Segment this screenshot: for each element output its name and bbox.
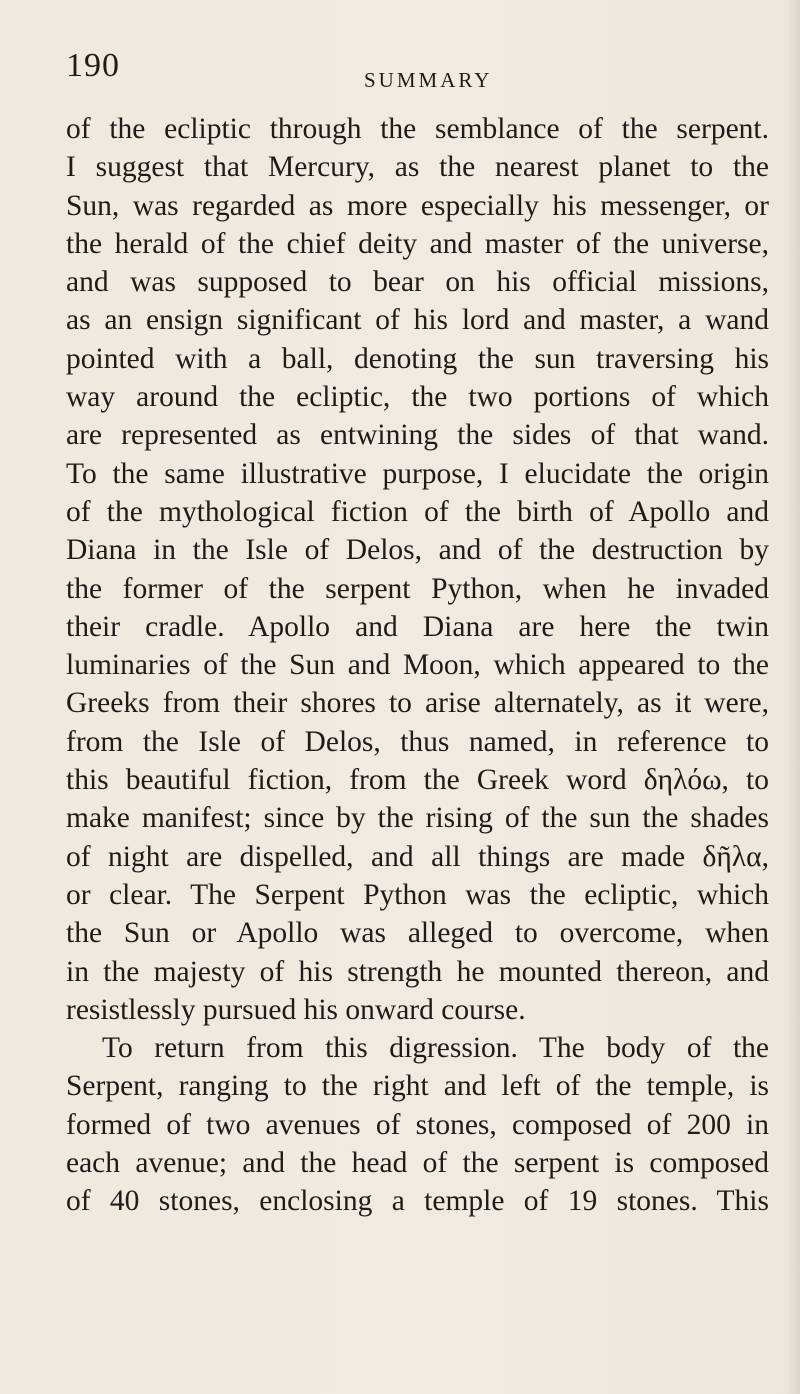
page-number: 190	[66, 47, 120, 84]
text-line: or clear. The Serpent Python was the ecliptic, which	[66, 878, 769, 911]
text-line: To the same illustrative purpose, I elucidate the origin	[66, 457, 769, 490]
text-line: of the ecliptic through the semblance of the serpent.	[66, 113, 769, 145]
text-line: I suggest that Mercury, as the nearest planet to the	[66, 151, 769, 184]
running-head: SUMMARY	[364, 68, 493, 92]
text-line: this beautiful fiction, from the Greek word δηλόω, to	[66, 764, 769, 797]
text-line: the Sun or Apollo was alleged to overcome, when	[66, 917, 769, 950]
text-line: formed of two avenues of stones, composed of 200 in	[66, 1108, 769, 1141]
text-line: their cradle. Apollo and Diana are here the twin	[66, 610, 769, 643]
text-line: each avenue; and the head of the serpent is composed	[66, 1147, 769, 1180]
text-line-paragraph-end: resistlessly pursued his onward course.	[66, 993, 526, 1026]
text-line: the former of the serpent Python, when he invaded	[66, 572, 769, 605]
text-line: as an ensign significant of his lord and master, a wand	[66, 304, 769, 337]
text-line: luminaries of the Sun and Moon, which appeared to the	[66, 649, 769, 682]
text-line: Diana in the Isle of Delos, and of the destruction by	[66, 534, 769, 567]
text-line: Greeks from their shores to arise alternately, as it were,	[66, 687, 769, 720]
text-line: of night are dispelled, and all things are made δῆλα,	[66, 840, 769, 873]
page-edge-shadow	[786, 0, 800, 1394]
body-text	[66, 110, 769, 1221]
text-line: pointed with a ball, denoting the sun traversing his	[66, 342, 769, 375]
text-line: are represented as entwining the sides of that wand.	[66, 419, 769, 452]
text-line-paragraph-start: To return from this digression. The body of the	[102, 1032, 769, 1065]
text-line: Serpent, ranging to the right and left of the temple, is	[66, 1070, 769, 1103]
text-line: from the Isle of Delos, thus named, in reference to	[66, 725, 769, 758]
text-line: the herald of the chief deity and master of the universe,	[66, 227, 769, 260]
text-line: of 40 stones, enclosing a temple of 19 stones. This	[66, 1185, 769, 1218]
text-line: make manifest; since by the rising of the sun the shades	[66, 802, 769, 835]
text-line: way around the ecliptic, the two portions of which	[66, 381, 769, 414]
text-line: in the majesty of his strength he mounted thereon, and	[66, 955, 769, 988]
text-line: and was supposed to bear on his official missions,	[66, 266, 769, 299]
text-line: Sun, was regarded as more especially his messenger, or	[66, 189, 769, 222]
text-line: of the mythological fiction of the birth of Apollo and	[66, 495, 769, 528]
